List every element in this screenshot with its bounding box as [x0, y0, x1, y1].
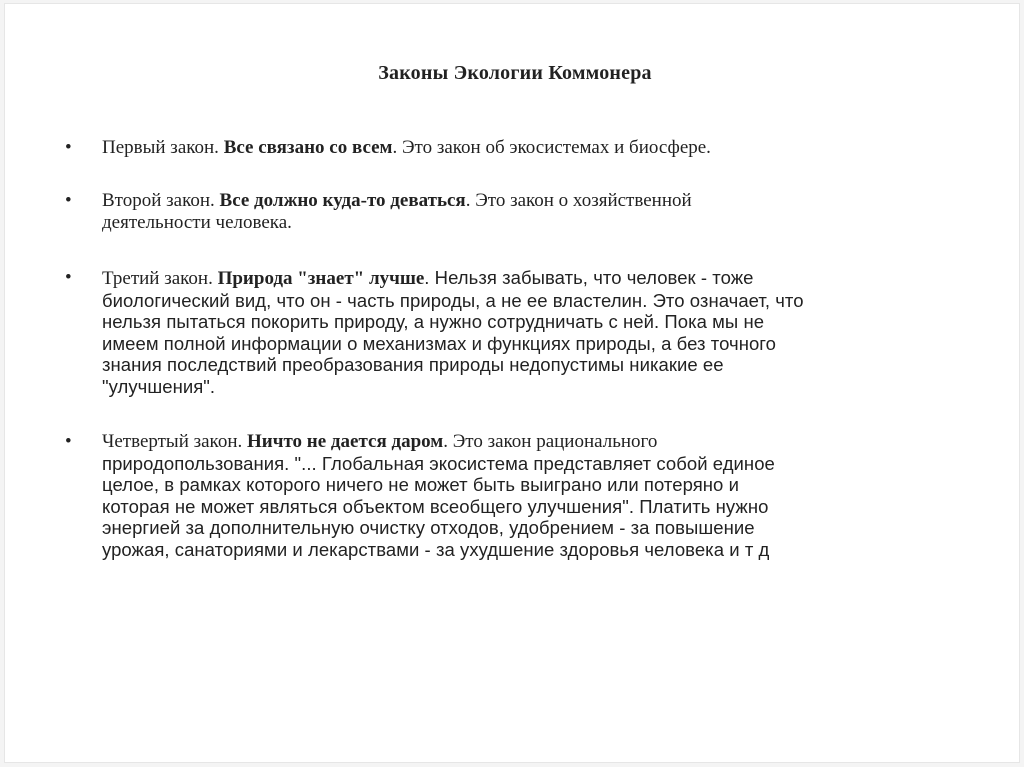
law-name: Все должно куда-то деваться	[219, 190, 466, 211]
law-description: . Это закон об экосистемах и биосфере.	[392, 137, 711, 158]
law-line	[102, 431, 902, 453]
law-intro: Третий закон.	[102, 268, 218, 289]
law-line: "улучшения".	[102, 375, 216, 397]
bullet: •	[65, 267, 72, 288]
law-line	[102, 190, 902, 212]
law-name: Ничто не дается даром	[247, 431, 444, 452]
law-line: которая не может являться объектом всеобщего улучшения". Платить нужно	[102, 495, 769, 517]
slide	[4, 3, 1020, 763]
law-line: целое, в рамках которого ничего не может быть выиграно или потеряно и	[102, 474, 739, 495]
bullet: •	[65, 137, 72, 158]
law-line: знания последствий преобразования природы недопустимы никакие ее	[102, 354, 724, 375]
law-line: энергией за дополнительную очистку отходов, удобрением - за повышение	[102, 517, 755, 538]
bullet: •	[65, 190, 72, 211]
law-text-3	[102, 267, 902, 397]
law-line: имеем полной информации о механизмах и функциях природы, а без точного	[102, 332, 777, 354]
law-line: биологический вид, что он - часть природы, а не ее властелин. Это означает, что	[102, 289, 804, 311]
law-line: природопользования. "... Глобальная экосистема представляет собой единое	[102, 452, 775, 474]
law-line	[102, 267, 902, 290]
law-name: Все связано со всем	[223, 137, 393, 158]
law-description: . Нельзя забывать, что человек - тоже	[424, 267, 754, 288]
law-description: . Это закон рационального	[443, 431, 658, 452]
law-name: Природа "знает" лучше	[217, 268, 425, 289]
law-text-4	[102, 431, 902, 560]
law-text-2	[102, 190, 902, 233]
law-text-1	[102, 137, 902, 159]
law-line: урожая, санаториями и лекарствами - за ухудшение здоровья человека и т д	[102, 538, 770, 560]
bullet: •	[65, 431, 72, 452]
law-intro: Первый закон.	[102, 137, 224, 158]
law-line: нельзя пытаться покорить природу, а нужно сотрудничать с ней. Пока мы не	[102, 311, 765, 332]
law-intro: Второй закон.	[102, 190, 220, 211]
slide-title: Законы Экологии Коммонера	[378, 62, 652, 84]
law-description: . Это закон о хозяйственной	[465, 190, 692, 211]
law-line: деятельности человека.	[102, 211, 292, 233]
law-intro: Четвертый закон.	[102, 431, 247, 452]
